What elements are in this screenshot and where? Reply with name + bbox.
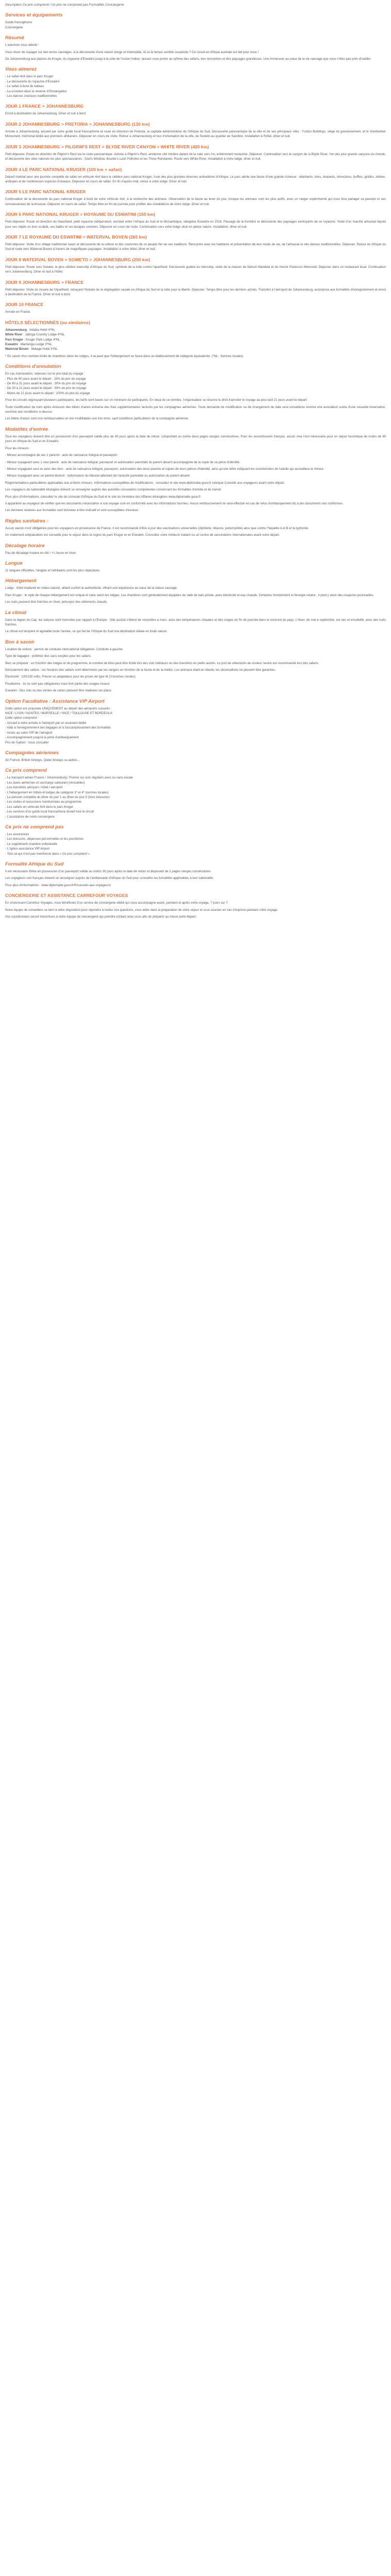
day-title: JOUR 1 FRANCE > JOHANNESBURG	[5, 104, 84, 109]
conciergerie-para: En choisissant Carrefour Voyages, vous bénéficiez d'un service de conciergerie dédié qui vous accompagne avant, pendant et après votre voyage, 7 jours sur 7.	[5, 901, 229, 905]
hotel-line	[5, 337, 386, 342]
bonasavoir-title: Bon à savoir	[5, 639, 35, 645]
hebergement-para: Lodge : hôtel implanté en milieu naturel, alliant confort et authenticité, offrant une expérience au cœur de la nature sauvage.	[5, 586, 178, 590]
hotel-name: : Jatinga Country Lodge 4*NL	[22, 333, 65, 337]
service-item: Conciergerie	[5, 25, 23, 29]
ne-comprend-item: - Tout ce qui n'est pas mentionné dans « Ce prix comprend »	[5, 852, 90, 856]
modalites-para: Les données relatives aux formalités sont données à titre indicatif et sont susceptibles d'évoluer.	[5, 509, 139, 513]
conditions-item: - Moins de 21 jours avant le départ : 100% du prix du voyage	[5, 391, 90, 395]
conditions-item: - De 30 à 21 jours avant le départ : 50% du prix du voyage	[5, 386, 87, 391]
day-para: Arrivée à Johannesburg, accueil par votre guide local francophone et route en direction de Pretoria, la capitale administrative de l'Afrique du Sud. Découverte panoramique de la ville et de ses principaux sites : l'Union Buildings, siège du gouvernement, et le Voortrekker Monument, mémorial dédié aux pionniers afrikaners. Déjeuner en cours de visite. Retour à Johannesburg et tour d'orientation de la ville, de Soweto au quartier de Sandton. Installation à l'hôtel, dîner et nuit.	[5, 129, 386, 139]
option-intro: Cette option est proposée UNIQUEMENT au départ des aéroports suivants :	[5, 706, 112, 710]
modalites-para: - Mineur voyageant avec 1 seul parent : acte de naissance intégral, passeport et autorisation parentale du parent absent accompagnée de la copie de sa pièce d'identité.	[5, 460, 240, 464]
decalage-text: Pas de décalage horaire en été / +1 heure en hiver.	[5, 551, 77, 555]
option-line: - Accompagnement jusqu'à la porte d'embarquement	[5, 736, 79, 740]
bonasavoir-para: Pourboires : ils ne sont pas obligatoires mais font partie des usages locaux.	[5, 682, 110, 686]
day-title: JOUR 6 PARC NATIONAL KRUGER > ROYAUME DU ESWATINI (150 km)	[5, 212, 156, 217]
bonasavoir-para: Électricité : 220/230 volts. Prévoir un adaptateur pour les prises de type M (3 broches rondes).	[5, 675, 137, 679]
hotel-name: : Malaga Hotel 3*NL	[28, 347, 58, 351]
comprend-title: Ce prix comprend	[5, 768, 47, 774]
day-para: Arrivée en France.	[5, 310, 31, 314]
hotels-title: HÔTELS SÉLECTIONNÉS (ou similaires)	[5, 319, 90, 325]
climat-para: Dans la région du Cap, les saisons sont inversées par rapport à l'Europe : l'été austral s'étend de novembre à mars, avec des températures chaudes et des orages en fin de journée dans le nord-est du pays. L'hiver, de mai à septembre, est sec et ensoleillé, avec des nuits fraîches.	[5, 618, 386, 626]
conciergerie-para: Notre équipe de conseillers se tient à votre disposition pour répondre à toutes vos questions, vous aider dans la préparation de votre séjour et vous assister en cas d'imprévu pendant votre voyage.	[5, 908, 279, 912]
bonasavoir-para: Bien se préparer : en fonction des lodges et du programme, le nombre de kilos peut être limité lors des vols intérieurs ou des transferts en petits avions. Le port de vêtements de couleur neutre est recommandé lors des safaris.	[5, 661, 319, 665]
vous-aimerez-title: Vous aimerez	[5, 66, 37, 73]
day-title: JOUR 2 JOHANNESBURG > PRETORIA > JOHANNESBURG (130 km)	[5, 121, 150, 127]
conditions-title: Conditions d'annulation	[5, 364, 61, 370]
sanitaire-para: Aucun vaccin n'est obligatoire pour les voyageurs en provenance de France. Il est recommandé d'être à jour des vaccinations universelles (diphtérie, tétanos, poliomyélite) ainsi que contre l'hépatite A et B et la typhoïde.	[5, 526, 309, 530]
ne-comprend-title: Ce prix ne comprend pas	[5, 824, 64, 830]
day-para: Petit déjeuner. Route en direction de Pilgrim's Rest via la route panoramique. Arrivée à Pilgrim's Rest, ancienne cité minière datant de la ruée vers l'or, entièrement restaurée. Déjeuner. Continuation vers le canyon de la Blyde River, l'un des plus grands canyons du monde, et découverte des sites naturels les plus spectaculaires : God's Window, Bourke's Luck Potholes et les Three Rondavels. Route vers White River. Installation à votre lodge, dîner et nuit.	[5, 152, 386, 161]
hotel-city: White River	[5, 333, 23, 337]
comprend-item: - Les taxes aériennes et surcharge carburant (révisables)	[5, 781, 85, 785]
bonasavoir-para: Type de bagages : préférez des sacs souples pour les safaris.	[5, 654, 92, 658]
bonasavoir-para: Déroulement des safaris : les horaires des safaris sont déterminés par les rangers en fonction de la faune et de la météo. Les animaux étant en liberté, les observations ne peuvent être garanties.	[5, 668, 276, 672]
modalites-para: Pour plus d'informations, consultez le site du consulat d'Afrique du Sud et le site du ministère des Affaires étrangères www.diplomatie.gouv.fr.	[5, 495, 202, 499]
climat-title: Le climat	[5, 609, 27, 616]
option-cities: NICE / LYON / NANTES / MARSEILLE / NICE / TOULOUSE ET BORDEAUX	[5, 711, 113, 716]
modalites-para: Réglementations particulières applicables aux enfants mineurs. Informations susceptibles de modifications : consultez le site www.diplomatie.gouv.fr rubrique Conseils aux voyageurs avant votre départ.	[5, 481, 285, 485]
vous-aimerez-item: - Le safari à bord de bateau	[5, 84, 44, 89]
hotel-city: Parc Kruger	[5, 337, 23, 342]
conditions-intro: En cas d'annulation, retenues sur le prix total du voyage :	[5, 372, 85, 376]
option-title: Option Facultative : Assistance VIP Airport	[5, 698, 105, 704]
climat-para: Le climat est tempéré et agréable toute l'année, ce qui fait de l'Afrique du Sud une destination idéale en toute saison.	[5, 630, 168, 634]
vous-aimerez-item: - La croisière dans la réserve d'iSimangaliso	[5, 89, 67, 93]
ne-comprend-item: - Les assurances	[5, 832, 29, 836]
services-list	[5, 20, 386, 30]
day-title: JOUR 4 LE PARC NATIONAL KRUGER (100 km + safari)	[5, 166, 122, 172]
tabs-line: Description Ce prix comprend / Ce prix ne comprend pas Formalités Conciergerie	[5, 3, 124, 7]
resume-title: Résumé	[5, 35, 24, 41]
resume-para: Vous rêvez de voyager sur des terres sauvages, à la découverte d'une nature vierge et indomptée, là où le temps semble suspendu ? Ce circuit en Afrique australe est fait pour vous !	[5, 50, 259, 54]
comprend-item: - L'hébergement en hôtels et lodges de catégorie 3* et 4* (normes locales)	[5, 790, 109, 794]
vous-aimerez-item: - La découverte du royaume d'Eswatini	[5, 79, 60, 83]
hotel-line	[5, 347, 386, 351]
hotels-note: * En raison d'un nombre limité de chambres dans les lodges, il se peut que l'hébergement se fasse dans un établissement de catégorie équivalente. (*NL : Normes locales)	[5, 354, 243, 358]
ne-comprend-item: - Le supplément chambre individuelle	[5, 842, 57, 846]
day-para: Départ matinal pour une journée complète de safari en véhicule 4x4 dans le célèbre parc national Kruger, l'une des plus grandes réserves animalières d'Afrique. Le parc abrite une faune d'une grande richesse : éléphants, lions, léopards, rhinocéros, buffles, girafes, zèbres, antilopes et de nombreuses espèces d'oiseaux. Déjeuner en cours de safari. En fin d'après-midi, retour à votre lodge. Dîner et nuit.	[5, 175, 386, 183]
formalite-para: Il est nécessaire d'être en possession d'un passeport valide au moins 30 jours après la date de retour et disposant de 2 pages vierges consécutives.	[5, 870, 211, 873]
ne-comprend-item: - Les boissons, dépenses personnelles et les pourboires	[5, 837, 84, 841]
modalites-title: Modalités d'entrée	[5, 426, 48, 432]
hotel-city: Waterval Boven	[5, 347, 29, 351]
formalite-para: Pour plus d'informations : www.diplomatie.gouv.fr/fr/conseils-aux-voyageurs/	[5, 883, 111, 887]
hebergement-para: Parc Kruger : le style de chaque hébergement est unique et varie selon les lodges. Les chambres sont généralement équipées de salle de bain privée, avec électricité et eau chaude. Certaines fonctionnent à l'énergie solaire ; il peut y avoir des coupures ponctuelles.	[5, 593, 374, 597]
day-title: JOUR 3 JOHANNESBURG > PILGRIM'S REST > BLYDE RIVER CANYON > WHITE RIVER (420 km)	[5, 144, 209, 149]
hebergement-title: Hébergement	[5, 578, 37, 584]
hotel-name: : Mantenga Lodge 3*NL	[18, 343, 52, 346]
vous-aimerez-item: - Les danses zouloues traditionnelles	[5, 94, 57, 98]
langue-text: 11 langues officielles, l'anglais et l'afrikaans sont les plus répandues.	[5, 568, 101, 572]
modalites-para: Pour les mineurs :	[5, 446, 31, 450]
day-para: Petit déjeuner. Visite du musée de l'Apartheid, retraçant l'histoire de la ségrégation raciale en Afrique du Sud et la lutte pour la liberté. Déjeuner. Temps libre pour les derniers achats. Transfert à l'aéroport de Johannesburg, assistance aux formalités d'enregistrement et envol à destination de la France. Dîner et nuit à bord.	[5, 287, 386, 296]
comprend-item: - Le transport aérien France / Johannesburg / France sur vols réguliers avec ou sans escale	[5, 776, 133, 780]
day-para: Envol à destination de Johannesburg. Dîner et nuit à bord.	[5, 112, 87, 116]
service-item: Guide francophone	[5, 21, 32, 25]
option-line: - Accueil à votre arrivée à l'aéroport par un assistant dédié	[5, 721, 86, 725]
conditions-para: Pour les circuits regroupant plusieurs participants, les tarifs sont basés sur un minimum de participants. En deçà de ce nombre, l'organisateur se réserve le droit d'annuler le voyage au plus tard 21 jours avant le départ.	[5, 398, 308, 402]
modalites-para: - Mineur voyageant seul ou avec des tiers : acte de naissance intégral, passeport, autorisation des deux parents et copies de leurs pièces d'identité, ainsi qu'une lettre indiquant les coordonnées de l'adulte qui accueillera le mineur.	[5, 467, 324, 471]
conditions-item: - Plus de 60 jours avant le départ : 15% du prix du voyage	[5, 377, 86, 381]
conditions-para: Les billets d'avion sont non remboursables et non modifiables une fois émis, sauf conditions particulières de la compagnie aérienne.	[5, 417, 189, 421]
hotel-line	[5, 328, 386, 332]
comprend-item: - Les visites et excursions mentionnées au programme	[5, 800, 82, 804]
option-line: - Accès au salon VIP de l'aéroport	[5, 731, 53, 735]
modalites-para: Il appartient au voyageur de vérifier que les documents nécessaires à son voyage sont en conformité avec les informations fournies. Aucun remboursement ne sera effectué en cas de refus d'embarquement dû à des documents non conformes.	[5, 501, 344, 505]
bonasavoir-para: Eswatini : Des vols ou des ventes de cartes peuvent être réalisées sur place.	[5, 689, 112, 693]
day-para: Continuation de la découverte du parc national Kruger à bord de votre véhicule 4x4, à la recherche des animaux. Observation de la faune au lever du jour, lorsque les animaux sont les plus actifs, avec un ranger expérimenté qui vous fera partager sa passion et ses connaissances de la brousse. Déjeuner en cours de safari. Temps libre en fin de journée pour profiter des installations de votre lodge. Dîner et nuit.	[5, 197, 386, 206]
day-para: Petit déjeuner. Route vers Soweto, le plus célèbre township d'Afrique du Sud, symbole de la lutte contre l'apartheid. Découverte guidée du township, visite de la maison de Nelson Mandela et du Hector Pieterson Memorial. Déjeuner dans un restaurant local. Continuation vers Johannesburg. Dîner et nuit à l'hôtel.	[5, 265, 386, 274]
day-para: Petit déjeuner. Route en direction du Swaziland, petit royaume indépendant, enclavé entre l'Afrique du Sud et le Mozambique, rebaptisé Eswatini en 2018. Passage de la frontière et découverte des paysages verdoyants de ce royaume. Visite d'un marché artisanal réputé pour ses objets en bois sculpté, ses batiks et ses bougies colorées. Déjeuner en cours de route. Continuation vers votre lodge situé en pleine nature. Installation, dîner et nuit.	[5, 220, 386, 229]
day-title: JOUR 7 LE ROYAUME DU ESWATINI > WATERVAL BOVEN (265 km)	[5, 234, 147, 240]
comprend-item: - La pension complète du dîner du jour 1 au dîner du jour 9 (hors boissons)	[5, 795, 110, 799]
comprend-item: - Les safaris en véhicule 4x4 dans le parc Kruger	[5, 805, 74, 809]
langue-title: Langue	[5, 560, 23, 566]
hotel-city: Johannesburg	[5, 328, 27, 332]
day-title: JOUR 9 JOHANNESBURG > FRANCE	[5, 279, 84, 285]
conditions-item: - De 60 à 31 jours avant le départ : 30% du prix du voyage	[5, 382, 87, 386]
day-title: JOUR 10 FRANCE	[5, 302, 44, 308]
day-para: Petit déjeuner. Visite d'un village traditionnel swazi et découverte de la culture et des coutumes de ce peuple fier de ses traditions. Rencontre avec les habitants et présentation de leur mode de vie, de l'artisanal et des danses traditionnelles. Déjeuner. Retour en Afrique du Sud et route vers Waterval Boven à travers de magnifiques paysages. Installation à votre hôtel, dîner et nuit.	[5, 242, 386, 251]
services-title: Services et équipements	[5, 12, 63, 19]
bonasavoir-para: Location de voiture : permis de conduire international obligatoire. Conduite à gauche.	[5, 647, 124, 651]
hebergement-para: Les nuits peuvent être fraîches en hiver, prévoyez des vêtements chauds.	[5, 600, 108, 604]
compagnies-title: Compagnies aériennes	[5, 750, 59, 756]
conciergerie-title: CONCIERGERIE ET ASSISTANCE CARREFOUR VOYAGES	[5, 893, 128, 899]
compagnies-text: Air France, British Airways, Qatar Airways ou autres...	[5, 758, 80, 762]
conciergerie-para: Vos coordonnées seront transmises à notre équipe de conciergerie qui prendra contact avec vous afin de préparer au mieux votre départ.	[5, 915, 197, 919]
modalites-para: - Mineur accompagné de ses 2 parents : acte de naissance intégral et passeport.	[5, 453, 118, 457]
resume-para: De Johannesburg aux plaines du Kruger, du royaume d'Eswatini jusqu'à la côte de l'océan Indien, laissez-vous porter au rythme des safaris, des rencontres et des paysages grandioses. Une immersion au cœur de la vie sauvage que vous n'êtes pas près d'oublier.	[5, 57, 372, 61]
modalites-para: Les voyageurs de nationalité étrangère doivent se renseigner auprès des autorités consulaires compétentes concernant les formalités d'entrée et de transit.	[5, 488, 222, 492]
comprend-item: - Les services d'un guide local francophone durant tout le circuit	[5, 810, 94, 814]
comprend-item: - L'assistance de notre conciergerie	[5, 815, 55, 819]
hotel-name: : Indaba Hotel 4*NL	[26, 328, 55, 332]
day-title: JOUR 8 WATERVAL BOVEN > SOWETO > JOHANNESBURG (250 km)	[5, 257, 150, 262]
formalite-title: Formalité Afrique du Sud	[5, 861, 64, 867]
vous-aimerez-item: - Le safari 4x4 dans le parc Kruger	[5, 75, 54, 79]
page	[0, 0, 391, 919]
option-line: - Aide à l'enregistrement des bagages et à l'accomplissement des formalités	[5, 726, 111, 730]
ne-comprend-item: - L'option assistance VIP Airport	[5, 847, 50, 851]
option-line: Prix de l'option : nous consulter	[5, 740, 49, 744]
hotel-line	[5, 332, 386, 337]
resume-para: L'aventure vous attend !	[5, 43, 39, 47]
day-title: JOUR 5 LE PARC NATIONAL KRUGER	[5, 189, 86, 195]
hotel-line	[5, 342, 386, 347]
decalage-title: Décalage horaire	[5, 543, 45, 549]
sanitaire-para: Un traitement antipaludéen est conseillé pour le séjour dans la région du parc Kruger et en Eswatini. Consultez votre médecin traitant ou un centre de vaccinations internationales avant votre départ.	[5, 533, 280, 537]
modalites-para: - Mineur voyageant avec un parent divorcé : ordonnance du tribunal attestant de l'autorité parentale ou autorisation du parent absent.	[5, 474, 190, 478]
formalite-para: Les voyageurs non français doivent se renseigner auprès de l'ambassade d'Afrique du Sud pour connaître les formalités applicables à leur nationalité.	[5, 876, 214, 880]
conditions-para: Toute modification de nom après émission des billets d'avion entraîne des frais supplémentaires facturés par les compagnies aériennes. Toute demande de modification ou de changement de date sera considérée comme une annulation suivie d'une nouvelle réservation, soumise aux conditions ci-dessus.	[5, 405, 386, 414]
comprend-item: - Les transferts aéroport / hôtel / aéroport	[5, 786, 63, 790]
hotel-name: : Kruger Park Lodge 4*NL	[23, 337, 60, 342]
sanitaire-title: Règles sanitaires :	[5, 518, 48, 524]
option-line: Cette option comprend :	[5, 716, 39, 720]
modalites-para: Tous les voyageurs doivent être en possession d'un passeport valide plus de 30 jours après la date de retour, comportant au moins deux pages vierges consécutives. Pour les ressortissants français, aucun visa n'est nécessaire pour un séjour touristique de moins de 90 jours en Afrique du Sud et en Eswatini.	[5, 434, 386, 444]
hotel-city: Eswatini	[5, 343, 18, 346]
